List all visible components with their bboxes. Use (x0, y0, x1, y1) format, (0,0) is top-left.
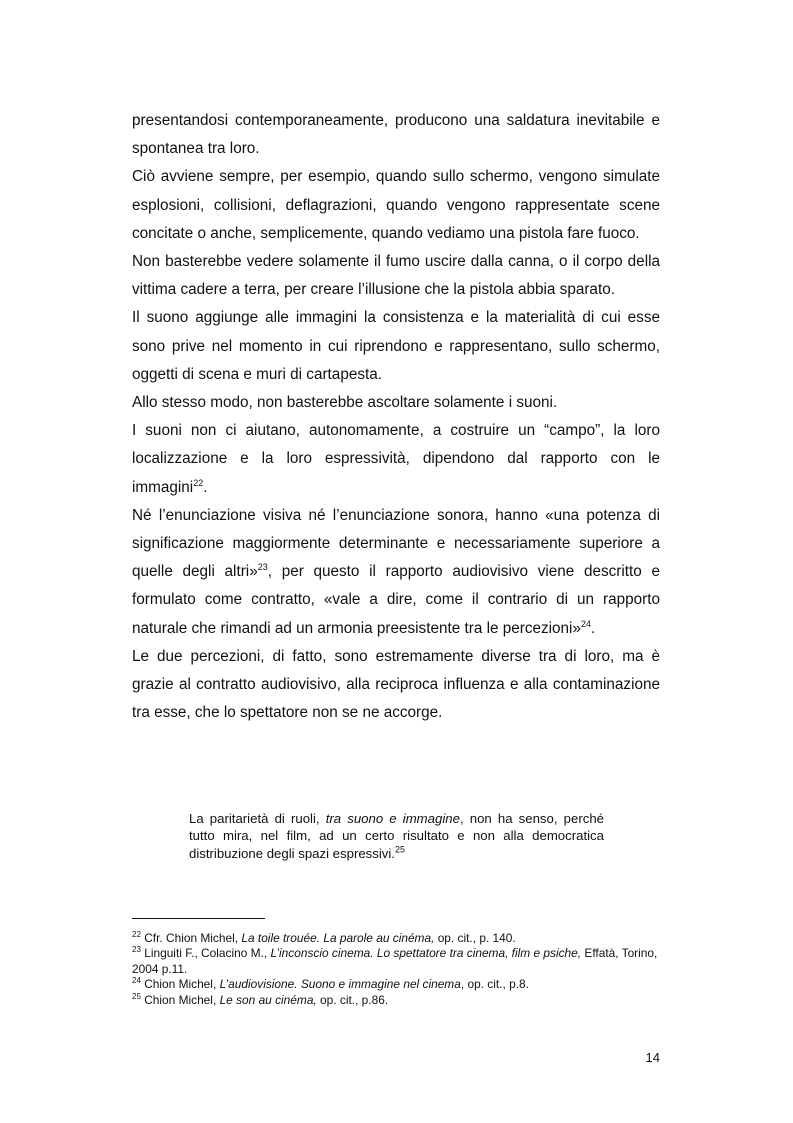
page-number: 14 (645, 1050, 660, 1065)
footnote-text: Linguiti F., Colacino M., (140, 946, 271, 961)
footnote-text: op. cit., p.86. (316, 992, 389, 1007)
footnote-number: 24 (132, 976, 141, 986)
quote-text: , non ha senso, perché tutto mira, nel film, ad un certo risultato e non alla democratica distribuzione degli spazi espressivi. (189, 811, 604, 861)
footnote-text: Chion Michel, (140, 992, 220, 1007)
paragraph (132, 502, 660, 643)
footnote-title: L’audiovisione. Suono e immagine nel cinema (219, 977, 461, 992)
footnote-ref[interactable]: 24 (580, 618, 591, 629)
body-text (132, 107, 660, 727)
paragraph-text: , per questo il rapporto audiovisivo viene descritto e formulato come contratto, «vale a dire, come il contrario di un rapporto naturale che rimandi ad un armonia preesistente tra le percezioni» (132, 563, 660, 637)
footnotes (132, 931, 660, 1008)
paragraph: Il suono aggiunge alle immagini la consistenza e la materialità di cui esse sono prive nel momento in cui riprendono e rappresentano, sullo schermo, oggetti di scena e muri di cartapesta. (132, 309, 660, 383)
paragraph: Allo stesso modo, non basterebbe ascoltare solamente i suoni. (132, 394, 558, 412)
footnote-ref[interactable]: 23 (257, 562, 268, 573)
footnote-title: La toile trouée. La parole au cinéma, (241, 931, 435, 945)
footnote-text: Effatà, Torino, 2004 p.11. (132, 946, 658, 976)
paragraph-end: . (590, 619, 596, 637)
footnote (132, 946, 660, 977)
block-quote (189, 810, 604, 862)
footnote-ref[interactable]: 22 (193, 477, 204, 488)
footnote-ref[interactable]: 25 (394, 844, 405, 855)
paragraph-end: . (203, 478, 208, 496)
footnote-number: 22 (132, 930, 141, 940)
footnote-text: Chion Michel, (140, 977, 220, 992)
quote-text: La paritarietà di ruoli, (189, 811, 326, 826)
paragraph: Le due percezioni, di fatto, sono estremamente diverse tra di loro, ma è grazie al contratto audiovisivo, alla reciproca influenza e alla contaminazione tra esse, che lo spettatore non se ne accorge. (132, 647, 660, 722)
footnote-divider (132, 918, 265, 919)
footnote-text: op. cit., p. 140. (434, 931, 516, 945)
footnote (132, 977, 660, 992)
paragraph-text: Né l’enunciazione visiva né l’enunciazione sonora, hanno «una potenza di significazione maggiormente determinante e necessariamente superiore a quelle degli altri» (132, 506, 660, 581)
footnote-number: 25 (132, 991, 141, 1001)
footnote-title: Le son au cinéma, (219, 992, 317, 1007)
paragraph (132, 417, 660, 502)
paragraph: Non basterebbe vedere solamente il fumo uscire dalla canna, o il corpo della vittima cadere a terra, per creare l’illusione che la pistola abbia sparato. (132, 253, 660, 299)
footnote-text: , op. cit., p.8. (460, 977, 529, 992)
footnote-text: Cfr. Chion Michel, (140, 931, 242, 945)
footnote (132, 931, 660, 946)
paragraph: Ciò avviene sempre, per esempio, quando sullo schermo, vengono simulate esplosioni, collisioni, deflagrazioni, quando vengono rappresentate scene concitate o anche, semplicemente, quando vediamo una pistola fare fuoco. (132, 168, 660, 242)
quote-italic: tra suono e immagine (325, 811, 460, 826)
footnote-number: 23 (132, 945, 141, 955)
paragraph: presentandosi contemporaneamente, producono una saldatura inevitabile e spontanea tra loro. (132, 112, 660, 158)
paragraph-text: I suoni non ci aiutano, autonomamente, a costruire un “campo”, la loro localizzazione e la loro espressività, dipendono dal rapporto con le immagini (132, 422, 660, 496)
footnote-title: L’inconscio cinema. Lo spettatore tra cinema, film e psiche, (270, 946, 582, 961)
footnote (132, 993, 660, 1008)
